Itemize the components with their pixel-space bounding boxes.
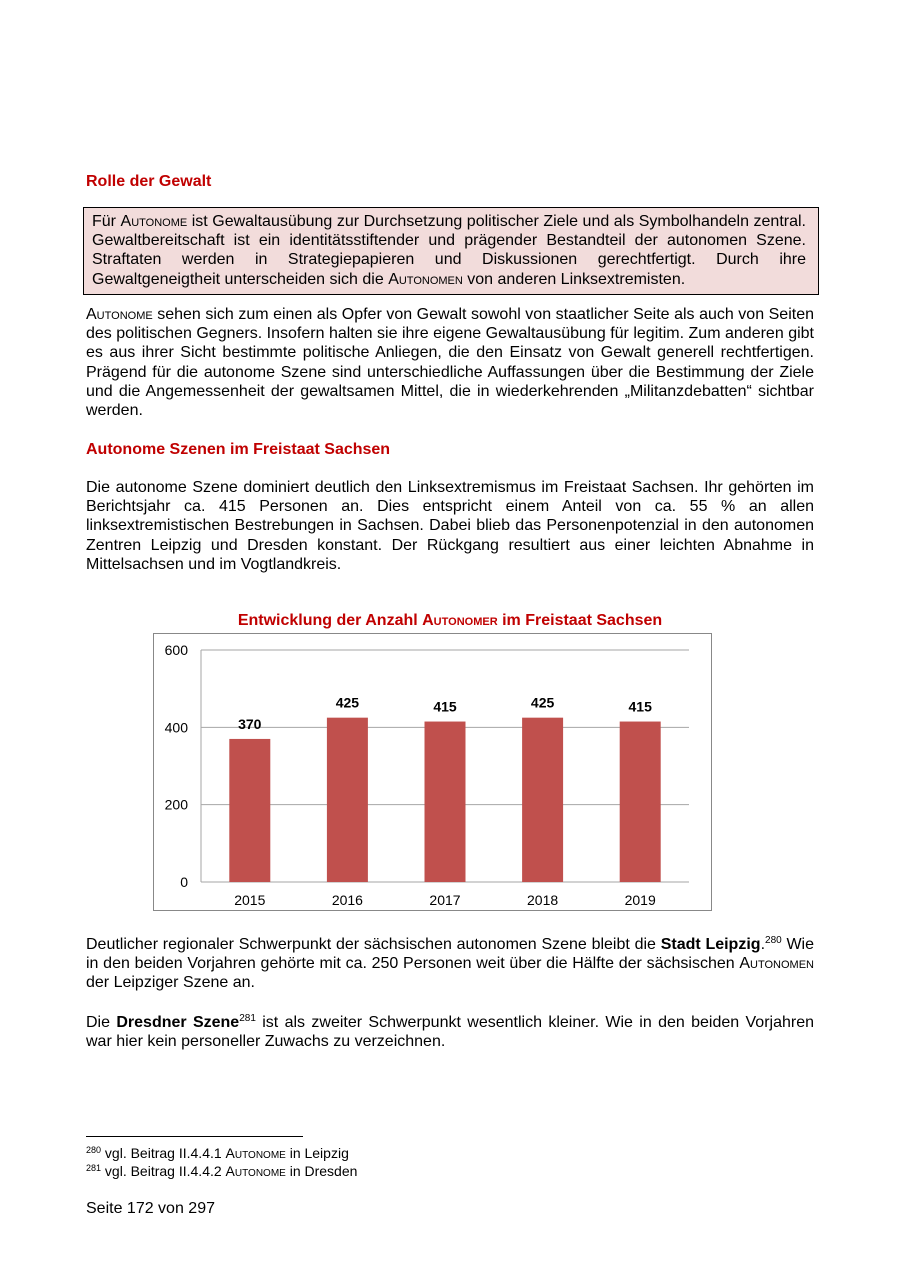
y-tick-label: 600: [164, 642, 188, 658]
bold-stadt-leipzig: Stadt Leipzig: [660, 936, 761, 953]
paragraph-text: Die: [86, 1014, 117, 1031]
x-tick-label-2019: 2019: [624, 892, 656, 908]
footnote-divider: [86, 1136, 303, 1137]
x-tick-label-2015: 2015: [234, 892, 266, 908]
box-text: ist Gewaltausübung zur Durchsetzung politischer Ziele und als Symbolhandeln zentral. Gewaltbereitschaft ist ein identitätsstiftender und prägender Bestandteil der autonomen Szene. Straftaten werden in Strategiepapieren und Diskussionen gerechtfertigt. Durch ihre Gewaltgeneigtheit unterscheiden sich die: [92, 213, 806, 288]
chart-title-text: Entwicklung der Anzahl: [237, 612, 423, 629]
paragraph-szene-sachsen: Die autonome Szene dominiert deutlich den Linksextremismus im Freistaat Sachsen. Ihr gehörten im Berichtsjahr ca. 415 Personen an. Dies entspricht einem Anteil von ca. 55 % an allen linksextremistischen Bestrebungen in Sachsen. Dabei blieb das Personenpotenzial in den autonomen Zentren Leipzig und Dresden konstant. Der Rückgang resultiert aus einer leichten Abnahme in Mittelsachsen und im Vogtlandkreis.: [86, 479, 814, 573]
box-text: von anderen Linksextremisten.: [462, 270, 686, 288]
bar-2019: [620, 722, 661, 882]
footnote-number: 280: [86, 1145, 102, 1155]
y-tick-label: 200: [164, 796, 188, 813]
footnote-smallcaps: Autonome: [225, 1145, 286, 1161]
bar-2016: [327, 718, 368, 882]
data-label-2016: 425: [335, 694, 360, 711]
data-label-2015: 370: [238, 715, 262, 732]
y-tick-label: 0: [180, 874, 188, 890]
paragraph-text: Deutlicher regionaler Schwerpunkt der sächsischen autonomen Szene bleibt die: [86, 936, 661, 953]
footnote-text: vgl. Beitrag II.4.4.2: [101, 1163, 226, 1179]
footnote-ref-281[interactable]: 281: [239, 1013, 256, 1024]
footnote-text: in Dresden: [285, 1163, 358, 1179]
paragraph-smallcaps: Autonomen: [739, 955, 814, 973]
data-label-2018: 425: [530, 694, 555, 711]
footnote-281: [86, 1163, 357, 1179]
paragraph-text: der Leipziger Szene an.: [86, 974, 255, 992]
bold-dresdner-szene: Dresdner Szene: [116, 1014, 240, 1031]
footnote-text: vgl. Beitrag II.4.4.1: [101, 1145, 226, 1161]
footnote-text: in Leipzig: [285, 1145, 349, 1161]
x-tick-label-2016: 2016: [331, 892, 363, 908]
bar-2015: [229, 739, 270, 882]
y-tick-label: 400: [164, 719, 188, 736]
paragraph-text: Wie in den beiden Vorjahren gehörte mit ca. 250 Personen weit über die Hälfte der sächsischen: [86, 936, 815, 973]
chart-title-text: im Freistaat Sachsen: [497, 612, 663, 629]
paragraph-text: ist als zweiter Schwerpunkt wesentlich kleiner. Wie in den beiden Vorjahren war hier kein personeller Zuwachs zu verzeichnen.: [86, 1014, 814, 1051]
footnote-280: [86, 1145, 349, 1161]
data-label-2017: 415: [433, 698, 457, 715]
page-number: Seite 172 von 297: [86, 1200, 215, 1217]
bar-chart: [154, 634, 711, 910]
footnote-ref-280[interactable]: 280: [765, 935, 782, 946]
chart-title: [86, 611, 814, 630]
chart-title-smallcaps: Autonomer: [422, 612, 498, 629]
data-label-2019: 415: [628, 698, 652, 715]
section-heading-rolle-der-gewalt: Rolle der Gewalt: [86, 173, 212, 190]
paragraph-autonome-opfer: [86, 305, 814, 420]
paragraph-text: .: [760, 936, 766, 953]
chart-frame: [153, 633, 712, 911]
x-tick-label-2017: 2017: [429, 892, 461, 908]
paragraph-text: sehen sich zum einen als Opfer von Gewalt sowohl von staatlicher Seite als auch von Seiten des politischen Gegners. Insofern halten sie ihre eigene Gewaltausübung für legitim. Zum anderen gibt es aus ihrer Sicht bestimmte politische Anliegen, die den Einsatz von Gewalt generell rechtfertigen. Prägend für die autonome Szene sind unterschiedliche Auffassungen über die Bestimmung der Ziele und die Angemessenheit der gewaltsamen Mittel, die in wiederkehrenden „Militanzdebatten“ sichtbar werden.: [86, 306, 814, 420]
highlight-box: [83, 207, 819, 295]
footnote-number: 281: [86, 1163, 102, 1173]
bar-2017: [425, 722, 466, 882]
section-heading-autonome-szenen: Autonome Szenen im Freistaat Sachsen: [86, 441, 391, 458]
box-text: Für: [92, 213, 121, 230]
paragraph-smallcaps: Autonome: [86, 306, 153, 323]
box-smallcaps: Autonomen: [388, 270, 463, 288]
footnote-smallcaps: Autonome: [225, 1163, 286, 1179]
paragraph-dresden: [86, 1013, 814, 1051]
x-tick-label-2018: 2018: [527, 892, 559, 908]
bar-2018: [522, 718, 563, 882]
box-smallcaps: Autonome: [120, 213, 188, 230]
paragraph-leipzig: [86, 935, 814, 993]
